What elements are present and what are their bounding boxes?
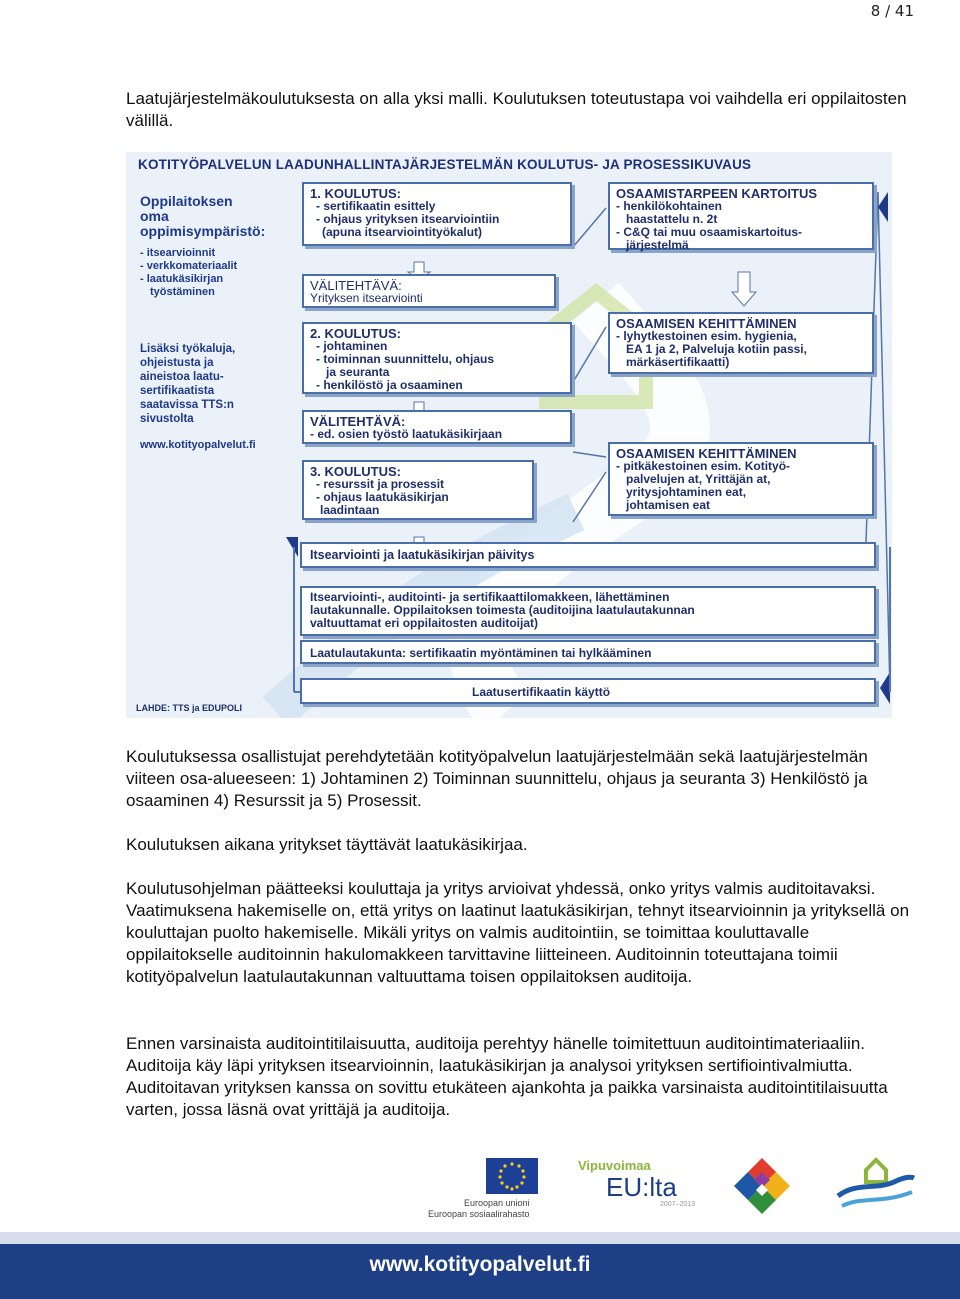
kartoitus-box bbox=[608, 182, 874, 250]
box-line: Yrityksen itsearviointi bbox=[310, 291, 423, 305]
box-line: yritysjohtaminen eat, bbox=[626, 485, 747, 499]
box-line: (apuna itsearviointityökalut) bbox=[322, 225, 483, 239]
tools-note bbox=[140, 342, 300, 426]
box-line: - sertifikaatin esittely bbox=[316, 199, 436, 213]
box-title: OSAAMISEN KEHITTÄMINEN bbox=[616, 446, 797, 461]
box-line: märkäsertifikaatti) bbox=[626, 355, 730, 369]
diamond-logo-icon bbox=[734, 1158, 790, 1214]
box-line: valtuuttamat eri oppilaitosten auditoijat) bbox=[310, 616, 539, 630]
box-title: OSAAMISTARPEEN KARTOITUS bbox=[616, 186, 818, 201]
lautakunta-box: Laatulautakunta: sertifikaatin myöntäminen tai hylkääminen bbox=[300, 640, 876, 664]
box-line: palvelujen at, Yrittäjän at, bbox=[626, 472, 771, 486]
koulutus-1-box bbox=[302, 182, 572, 246]
process-diagram bbox=[126, 152, 892, 718]
box-line: - resurssit ja prosessit bbox=[316, 477, 445, 491]
paivitys-box: Itsearviointi ja laatukäsikirjan päivitys bbox=[300, 542, 876, 568]
box-title: OSAAMISEN KEHITTÄMINEN bbox=[616, 316, 797, 331]
koulutus-2-box bbox=[302, 322, 572, 394]
logo-row bbox=[0, 1150, 960, 1220]
vipu-years: 2007–2013 bbox=[660, 1201, 696, 1208]
box-line: järjestelmä bbox=[626, 238, 689, 252]
lomakkeet-box bbox=[300, 586, 876, 636]
left-panel bbox=[140, 194, 300, 299]
tools-line: sertifikaatista bbox=[140, 385, 215, 397]
eu-logo bbox=[428, 1158, 540, 1218]
vipu-line-1: Vipuvoimaa bbox=[578, 1158, 651, 1173]
paragraph-2: Koulutuksen aikana yritykset täyttävät laatukäsikirjaa. bbox=[126, 835, 528, 854]
paragraph-3: Koulutusohjelman päätteeksi kouluttaja ja yritys arvioivat yhdessä, onko yritys valmis auditoitavaksi. Vaatimuksena hakemiselle on, että yritys on laatinut laatukäsikirjan, tehnyt itsearvioinnin ja yrityksellä on kouluttajan puolto hakemiselle. Mikäli yritys on valmis auditointiin, se toimittaa kouluttavalle oppilaitokselle auditoinnin hakulomakkeen tarvittavine liitteineen. Auditoinnin toteuttajana toimii kotityöpalvelun laatulautakunnan valtuuttama toisen oppilaitoksen auditoija. bbox=[126, 879, 910, 986]
box-line: - ed. osien työstö laatukäsikirjaan bbox=[310, 427, 503, 441]
diagram-source: LAHDE: TTS ja EDUPOLI bbox=[136, 703, 243, 713]
tools-line: sivustolta bbox=[140, 413, 194, 425]
list-item: - verkkomateriaalit bbox=[140, 260, 238, 272]
box-title: VÄLITEHTÄVÄ: bbox=[310, 278, 402, 293]
eu-flag-icon bbox=[486, 1158, 538, 1194]
box-line: lautakunnalle. Oppilaitoksen toimesta (auditoijina laatulautakunnan bbox=[310, 603, 695, 617]
box-line: EA 1 ja 2, Palveluja kotiin passi, bbox=[626, 342, 807, 356]
heading-line: oma bbox=[140, 208, 169, 224]
box-title: 3. KOULUTUS: bbox=[310, 464, 401, 479]
valitehtava-1-box bbox=[302, 274, 556, 308]
box-line: haastattelu n. 2t bbox=[626, 212, 718, 226]
footer-strip bbox=[0, 1232, 960, 1244]
kehittaminen-1-box bbox=[608, 312, 874, 374]
tools-line: aineistoa laatu- bbox=[140, 371, 224, 383]
kaytto-box: Laatusertifikaatin käyttö bbox=[300, 678, 876, 704]
eu-line-1: Euroopan unioni bbox=[464, 1198, 530, 1208]
list-item: - itsearvioinnit bbox=[140, 247, 216, 259]
left-panel-items bbox=[140, 247, 300, 299]
vipuvoimaa-logo bbox=[578, 1158, 696, 1218]
box-title: 1. KOULUTUS: bbox=[310, 186, 401, 201]
kotityopalvelut-logo-icon bbox=[836, 1152, 916, 1212]
eu-line-2: Euroopan sosiaalirahasto bbox=[428, 1209, 530, 1219]
box-line: johtamisen eat bbox=[626, 498, 711, 512]
tools-line: ohjeistusta ja bbox=[140, 357, 214, 369]
tools-line: Lisäksi työkaluja, bbox=[140, 343, 236, 355]
left-panel-heading bbox=[140, 194, 300, 239]
box-line: - henkilökohtainen bbox=[616, 199, 723, 213]
box-line: laadintaan bbox=[320, 503, 380, 517]
box-line: - henkilöstö ja osaaminen bbox=[316, 378, 463, 392]
kehittaminen-2-box bbox=[608, 442, 874, 516]
box-line: - johtaminen bbox=[316, 339, 388, 353]
paragraph-4: Ennen varsinaista auditointitilaisuutta, auditoija perehtyy hänelle toimitettuun auditointimateriaaliin. Auditoija käy läpi yrityksen itsearvioinnin, laatukäsikirjan ja analysoi yrityksen sertifiointivalmiutta. Auditoitavan yrityksen kanssa on sovittu etukäteen ajankohta ja paikka varsinaista auditointitilaisuutta varten, jossa läsnä ovat yrittäjä ja auditoija. bbox=[126, 1034, 888, 1119]
koulutus-3-box bbox=[302, 460, 534, 520]
tools-line: saatavissa TTS:n bbox=[140, 399, 234, 411]
box-title: VÄLITEHTÄVÄ: bbox=[310, 414, 406, 429]
box-line: Itsearviointi-, auditointi- ja sertifikaattilomakkeen, lähettäminen bbox=[310, 590, 670, 604]
heading-line: Oppilaitoksen bbox=[140, 193, 233, 209]
list-item: työstäminen bbox=[150, 286, 215, 298]
box-line: ja seuranta bbox=[326, 365, 390, 379]
diagram-title: KOTITYÖPALVELUN LAADUNHALLINTAJÄRJESTELMÄN KOULUTUS- JA PROSESSIKUVAUS bbox=[138, 157, 752, 172]
valitehtava-2-box bbox=[302, 410, 572, 444]
box-line: - lyhytkestoinen esim. hygienia, bbox=[616, 329, 797, 343]
intro-text: Laatujärjestelmäkoulutuksesta on alla yksi malli. Koulutuksen toteutustapa voi vaihdella eri oppilaitosten välillä. bbox=[126, 89, 907, 130]
box-line: - pitkäkestoinen esim. Kotityö- bbox=[616, 459, 791, 473]
page-number: 8 / 41 bbox=[870, 2, 914, 20]
box-title: 2. KOULUTUS: bbox=[310, 326, 401, 341]
vipu-line-2: EU:lta bbox=[606, 1172, 677, 1202]
tools-url: www.kotityopalvelut.fi bbox=[140, 439, 256, 451]
box-line: - toiminnan suunnittelu, ohjaus bbox=[316, 352, 494, 366]
heading-line: oppimisympäristö: bbox=[140, 223, 266, 239]
list-item: - laatukäsikirjan bbox=[140, 273, 224, 285]
box-line: - C&Q tai muu osaamiskartoitus- bbox=[616, 225, 803, 239]
box-line: - ohjaus laatukäsikirjan bbox=[316, 490, 449, 504]
footer-url[interactable]: www.kotityopalvelut.fi bbox=[369, 1253, 591, 1276]
paragraph-1: Koulutuksessa osallistujat perehdytetään kotityöpalvelun laatujärjestelmään sekä laatujärjestelmän viiteen osa-alueeseen: 1) Johtaminen 2) Toiminnan suunnittelu, ohjaus ja seuranta 3) Henkilöstö ja osaaminen 4) Resurssit ja 5) Prosessit. bbox=[126, 747, 868, 810]
box-line: - ohjaus yrityksen itsearviointiin bbox=[316, 212, 500, 226]
